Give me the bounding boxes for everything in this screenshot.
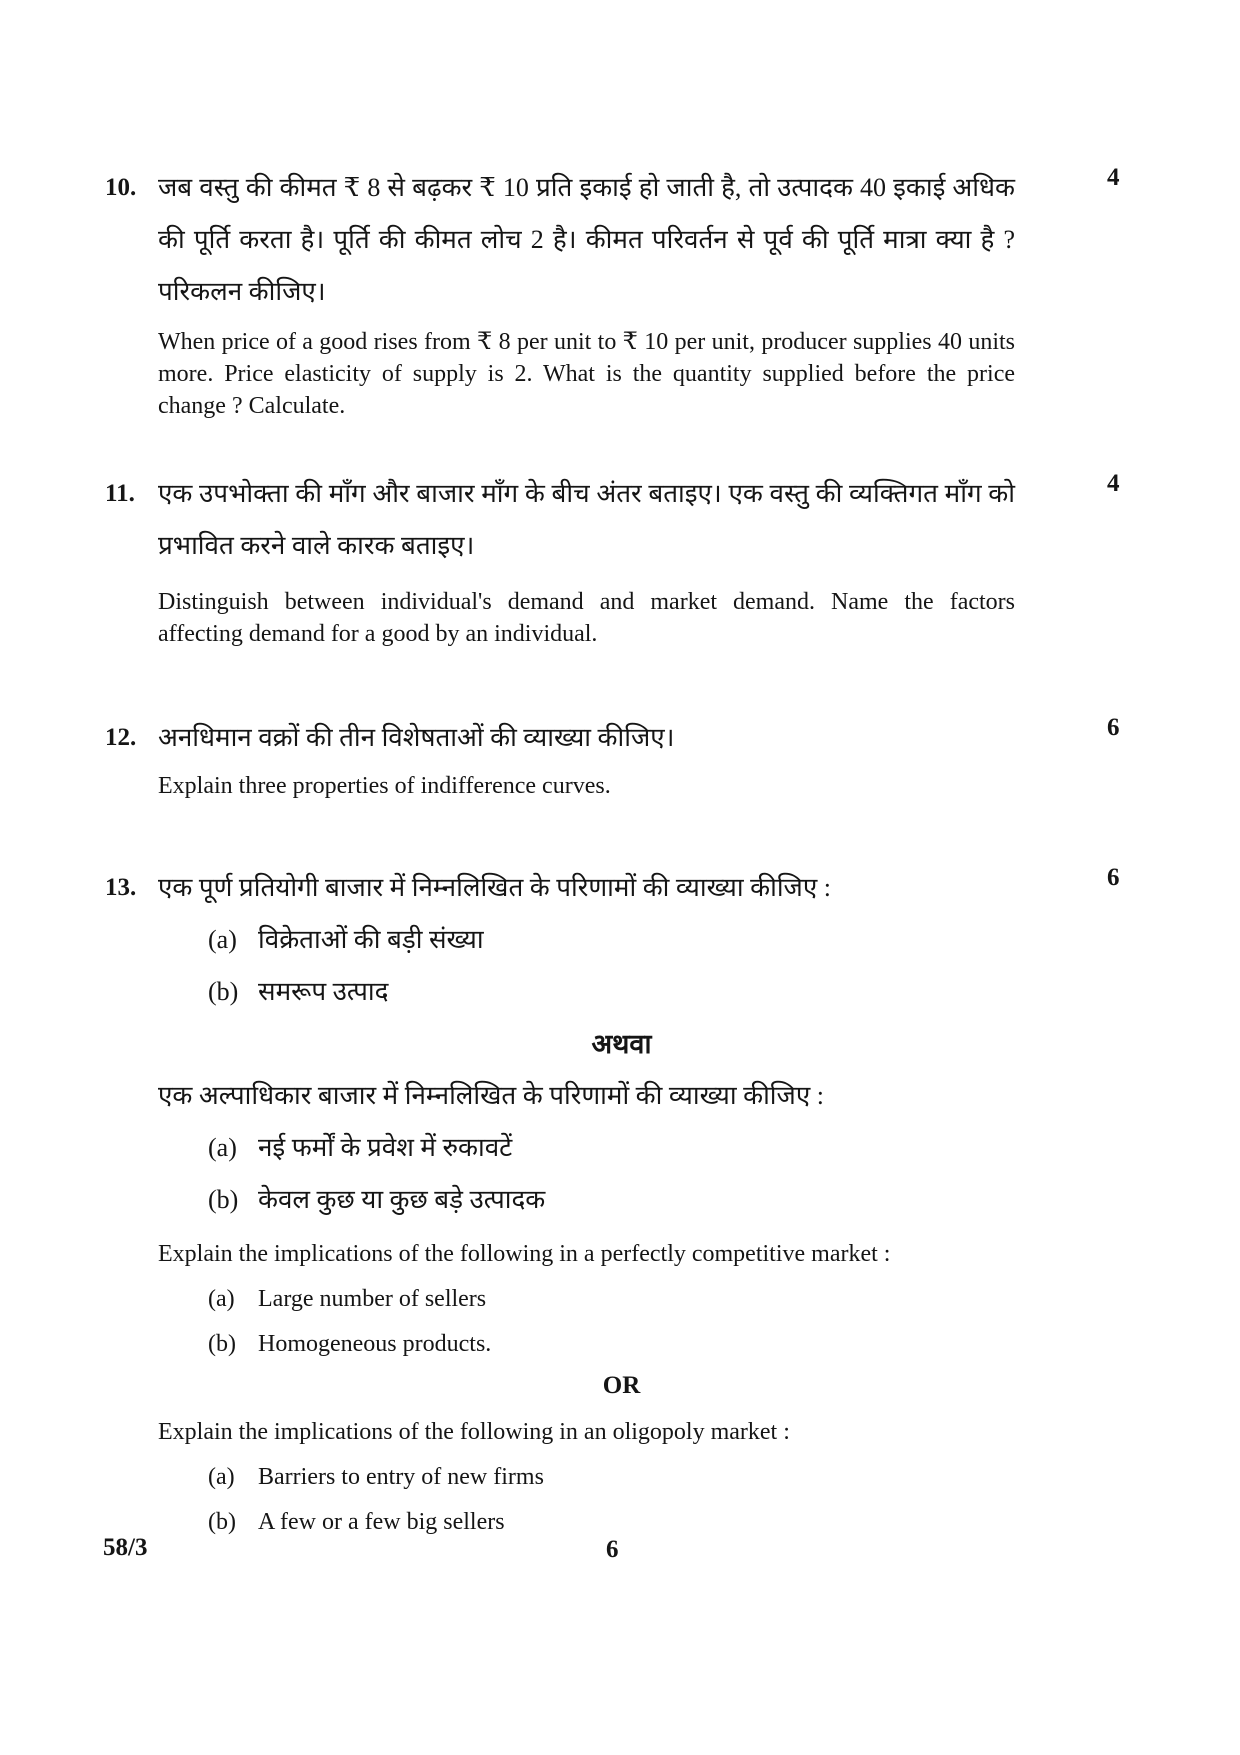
question-body xyxy=(158,862,1015,1538)
question-body xyxy=(158,162,1015,422)
question-english-alt-intro: Explain the implications of the following in an oligopoly market : xyxy=(158,1419,790,1445)
item-text: Homogeneous products. xyxy=(258,1331,492,1357)
item-label: (b) xyxy=(208,1509,236,1535)
item-label: (b) xyxy=(208,1331,236,1357)
question-number: 11. xyxy=(105,480,135,507)
item-text: Barriers to entry of new firms xyxy=(258,1464,544,1490)
item-label: (a) xyxy=(208,1286,235,1312)
question-english-intro: Explain the implications of the following in a perfectly competitive market : xyxy=(158,1241,891,1267)
question-number: 10. xyxy=(105,174,137,201)
item-text: A few or a few big sellers xyxy=(258,1509,505,1535)
paper-code: 58/3 xyxy=(103,1534,148,1561)
question-body xyxy=(158,712,1015,802)
question-10 xyxy=(105,162,1135,422)
page-number: 6 xyxy=(606,1536,619,1563)
list-item xyxy=(208,1461,1015,1493)
item-text: Large number of sellers xyxy=(258,1286,487,1312)
list-item xyxy=(208,914,1015,966)
item-text: नई फर्मों के प्रवेश में रुकावटें xyxy=(258,1133,513,1162)
question-number: 13. xyxy=(105,874,137,901)
marks-badge: 4 xyxy=(1107,470,1120,497)
item-text: विक्रेताओं की बड़ी संख्या xyxy=(258,925,484,954)
question-hindi-alt-intro: एक अल्पाधिकार बाजार में निम्नलिखित के परिणामों की व्याख्या कीजिए : xyxy=(158,1081,824,1110)
question-hindi-intro: एक पूर्ण प्रतियोगी बाजार में निम्नलिखित के परिणामों की व्याख्या कीजिए : xyxy=(158,873,831,902)
list-item xyxy=(208,966,1015,1018)
list-item xyxy=(208,1122,1015,1174)
item-label: (a) xyxy=(208,925,237,954)
question-13 xyxy=(105,862,1135,1538)
question-number: 12. xyxy=(105,724,137,751)
list-item xyxy=(208,1506,1015,1538)
list-item xyxy=(208,1174,1015,1226)
or-separator-english: OR xyxy=(602,1372,641,1399)
list-item xyxy=(208,1328,1015,1360)
question-body xyxy=(158,468,1015,650)
question-12 xyxy=(105,712,1135,802)
item-label: (a) xyxy=(208,1464,235,1490)
or-separator-hindi: अथवा xyxy=(591,1029,652,1059)
item-label: (b) xyxy=(208,1185,239,1214)
question-11 xyxy=(105,468,1135,650)
marks-badge: 6 xyxy=(1107,714,1120,741)
item-text: समरूप उत्पाद xyxy=(258,977,389,1006)
question-hindi-text: एक उपभोक्ता की माँग और बाजार माँग के बीच अंतर बताइए। एक वस्तु की व्यक्तिगत माँग को प्रभावित करने वाले कारक बताइए। xyxy=(158,479,1015,560)
item-label: (a) xyxy=(208,1133,237,1162)
question-english-text: When price of a good rises from ₹ 8 per unit to ₹ 10 per unit, producer supplies 40 units more. Price elasticity of supply is 2. What is the quantity supplied before the price change ? Calculate. xyxy=(158,329,1015,419)
item-label: (b) xyxy=(208,977,239,1006)
question-hindi-text: अनधिमान वक्रों की तीन विशेषताओं की व्याख्या कीजिए। xyxy=(158,723,675,752)
item-text: केवल कुछ या कुछ बड़े उत्पादक xyxy=(258,1185,546,1214)
question-section xyxy=(105,162,1135,1538)
question-english-text: Distinguish between individual's demand and market demand. Name the factors affecting demand for a good by an individual. xyxy=(158,589,1015,647)
marks-badge: 6 xyxy=(1107,864,1120,891)
list-item xyxy=(208,1283,1015,1315)
marks-badge: 4 xyxy=(1107,164,1120,191)
question-english-text: Explain three properties of indifference curves. xyxy=(158,773,611,799)
question-hindi-text: जब वस्तु की कीमत ₹ 8 से बढ़कर ₹ 10 प्रति इकाई हो जाती है, तो उत्पादक 40 इकाई अधिक की पूर्ति करता है। पूर्ति की कीमत लोच 2 है। कीमत परिवर्तन से पूर्व की पूर्ति मात्रा क्या है ? परिकलन कीजिए। xyxy=(158,173,1015,306)
